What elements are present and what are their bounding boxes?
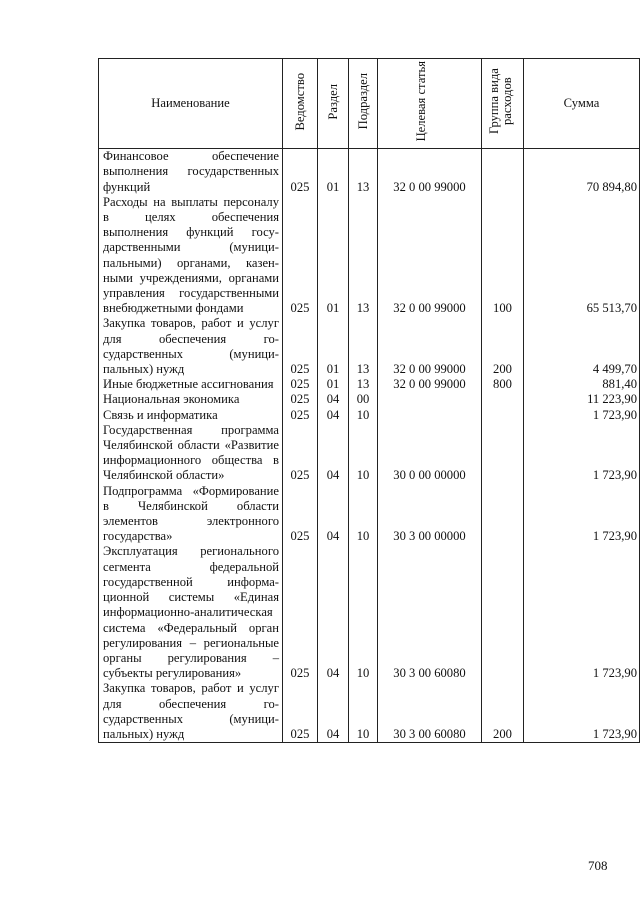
header-ved: Ведомство (283, 59, 318, 149)
row-celevaya (378, 392, 482, 407)
row-name: Подпрограмма «Формирование в Челябинской области элементов электронного государства» (99, 484, 283, 545)
row-celevaya: 32 0 00 99000 (378, 195, 482, 317)
table-row (99, 392, 640, 407)
row-name: Национальная экономика (99, 392, 283, 407)
row-celevaya: 32 0 00 99000 (378, 149, 482, 195)
header-gruppa: Группа вида расходов (482, 59, 524, 149)
header-razdel: Раздел (318, 59, 349, 149)
row-name: Закупка товаров, работ и услуг для обеспечения государственных (муниципальных) нужд (99, 316, 283, 377)
header-celevaya: Целевая статья (378, 59, 482, 149)
row-podrazdel: 10 (349, 484, 378, 545)
row-razdel: 01 (318, 377, 349, 392)
row-ved: 025 (283, 681, 318, 742)
row-razdel: 01 (318, 195, 349, 317)
row-celevaya: 30 0 00 00000 (378, 423, 482, 484)
row-summa: 1 723,90 (524, 423, 640, 484)
row-summa: 1 723,90 (524, 408, 640, 423)
row-gruppa (482, 484, 524, 545)
row-summa: 70 894,80 (524, 149, 640, 195)
row-celevaya: 30 3 00 60080 (378, 681, 482, 742)
header-name: Наименование (99, 59, 283, 149)
row-celevaya (378, 408, 482, 423)
table-row (99, 681, 640, 742)
row-gruppa: 200 (482, 681, 524, 742)
row-podrazdel: 13 (349, 149, 378, 195)
table-row (99, 377, 640, 392)
row-razdel: 04 (318, 392, 349, 407)
table-row (99, 195, 640, 317)
header-podrazdel: Подраздел (349, 59, 378, 149)
row-ved: 025 (283, 544, 318, 681)
row-name: Финансовое обеспечение выполнения государственных функций (99, 149, 283, 195)
row-ved: 025 (283, 195, 318, 317)
row-podrazdel: 10 (349, 423, 378, 484)
table-row (99, 544, 640, 681)
row-summa: 11 223,90 (524, 392, 640, 407)
row-summa: 881,40 (524, 377, 640, 392)
row-name: Иные бюджетные ассигнования (99, 377, 283, 392)
row-celevaya: 30 3 00 00000 (378, 484, 482, 545)
row-celevaya: 32 0 00 99000 (378, 316, 482, 377)
row-name: Расходы на выплаты персоналу в целях обеспечения выполнения функций государственными (муниципальными) органами, казенными учреждениями, органами управления государственными внебюджетными фондами (99, 195, 283, 317)
row-gruppa (482, 423, 524, 484)
row-summa: 4 499,70 (524, 316, 640, 377)
header-summa: Сумма (524, 59, 640, 149)
row-razdel: 01 (318, 316, 349, 377)
row-summa: 65 513,70 (524, 195, 640, 317)
row-gruppa (482, 408, 524, 423)
row-ved: 025 (283, 408, 318, 423)
row-podrazdel: 00 (349, 392, 378, 407)
row-ved: 025 (283, 392, 318, 407)
row-gruppa: 800 (482, 377, 524, 392)
row-ved: 025 (283, 484, 318, 545)
row-podrazdel: 13 (349, 377, 378, 392)
table-row (99, 484, 640, 545)
table-body (99, 149, 640, 743)
row-ved: 025 (283, 377, 318, 392)
table-row (99, 149, 640, 195)
row-razdel: 01 (318, 149, 349, 195)
table-row (99, 316, 640, 377)
table-header-row (99, 59, 640, 149)
row-ved: 025 (283, 316, 318, 377)
row-ved: 025 (283, 149, 318, 195)
row-ved: 025 (283, 423, 318, 484)
table-row (99, 408, 640, 423)
row-name: Эксплуатация регионального сегмента федеральной государственной информационной системы «Единая информационно-аналитическая система «Федеральный орган регулирования – региональные органы регулирования – субъекты регулирования» (99, 544, 283, 681)
row-podrazdel: 10 (349, 681, 378, 742)
row-summa: 1 723,90 (524, 681, 640, 742)
row-razdel: 04 (318, 484, 349, 545)
row-celevaya: 32 0 00 99000 (378, 377, 482, 392)
row-gruppa: 100 (482, 195, 524, 317)
row-razdel: 04 (318, 423, 349, 484)
row-gruppa (482, 544, 524, 681)
row-podrazdel: 13 (349, 195, 378, 317)
page-number: 708 (588, 858, 608, 873)
row-name: Закупка товаров, работ и услуг для обеспечения государственных (муниципальных) нужд (99, 681, 283, 742)
row-podrazdel: 10 (349, 544, 378, 681)
row-summa: 1 723,90 (524, 484, 640, 545)
row-celevaya: 30 3 00 60080 (378, 544, 482, 681)
budget-table (98, 58, 640, 743)
row-podrazdel: 10 (349, 408, 378, 423)
row-gruppa: 200 (482, 316, 524, 377)
row-razdel: 04 (318, 681, 349, 742)
row-gruppa (482, 392, 524, 407)
row-name: Государственная программа Челябинской области «Развитие информационного общества в Челябинской области» (99, 423, 283, 484)
row-podrazdel: 13 (349, 316, 378, 377)
row-razdel: 04 (318, 408, 349, 423)
table-row (99, 423, 640, 484)
row-razdel: 04 (318, 544, 349, 681)
row-name: Связь и информатика (99, 408, 283, 423)
row-summa: 1 723,90 (524, 544, 640, 681)
row-gruppa (482, 149, 524, 195)
